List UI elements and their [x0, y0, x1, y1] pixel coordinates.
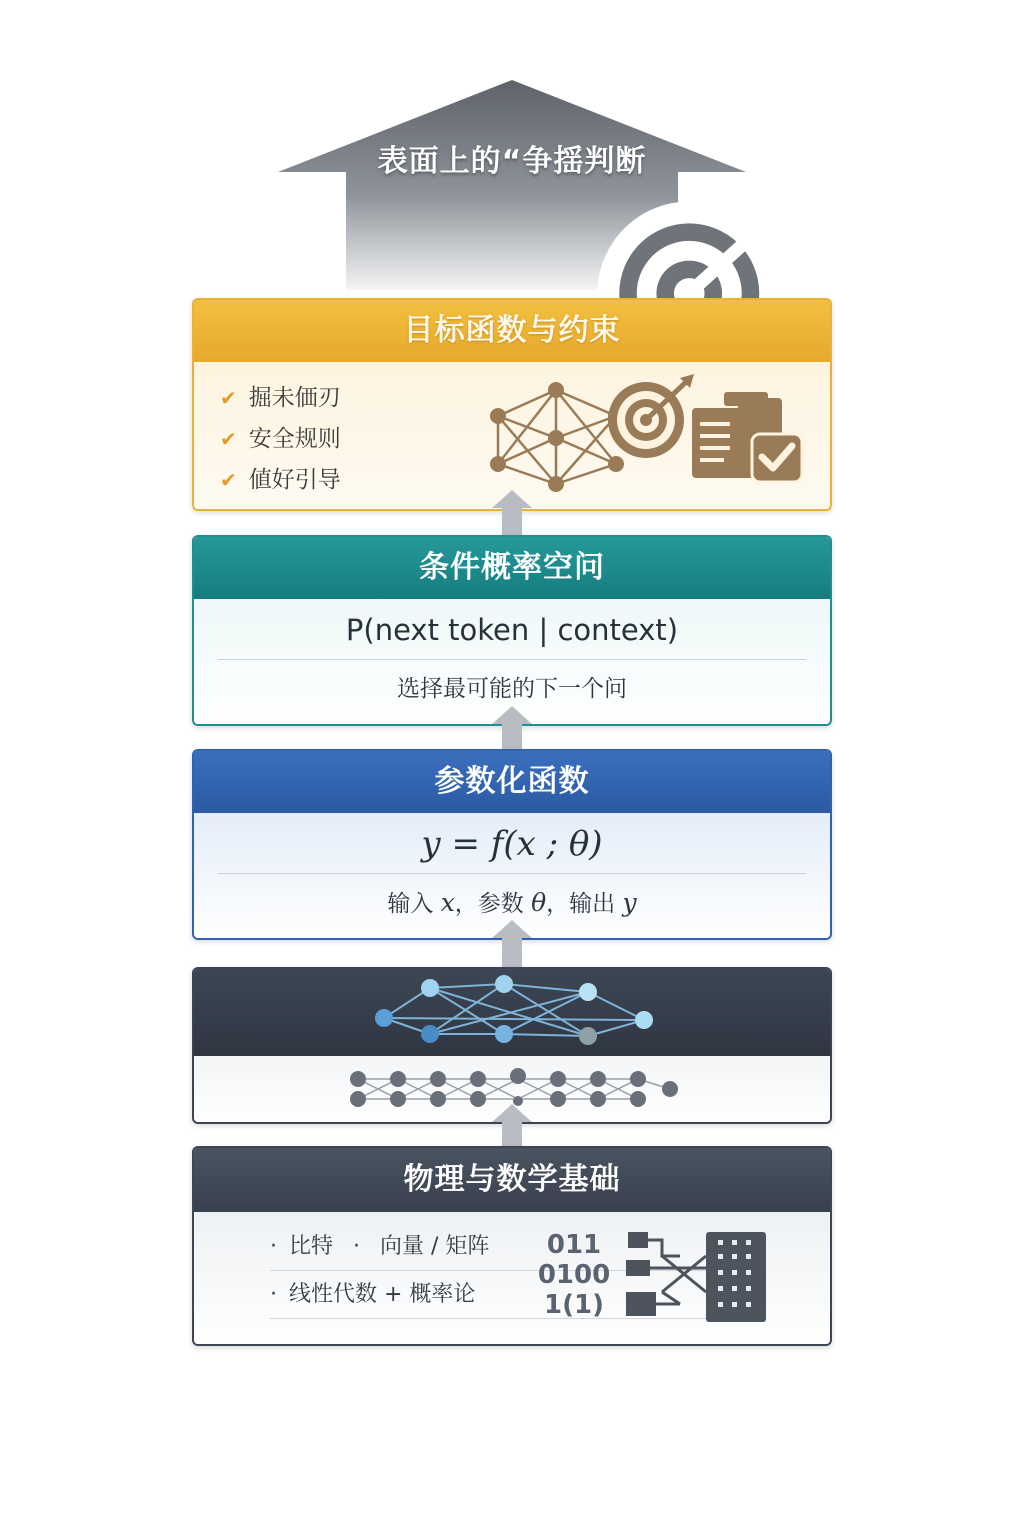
- objective-body: [194, 362, 830, 511]
- var-x: x: [440, 888, 455, 917]
- caption-output: ，输出: [546, 891, 616, 917]
- objective-item-label: 掘未価刃: [248, 385, 341, 411]
- check-icon: ✔: [220, 427, 237, 451]
- network-top: [194, 969, 830, 1056]
- objective-title: 目标函数与约束: [194, 300, 830, 362]
- conditional-caption: 选择最可能的下一个问: [397, 676, 627, 702]
- network-panel: [192, 967, 832, 1124]
- neural-network-icon: [364, 975, 664, 1051]
- objective-panel: [192, 298, 832, 511]
- caption-param: ，参数: [454, 891, 524, 917]
- objective-item: [220, 419, 341, 460]
- objective-item-label: 安全规则: [248, 426, 341, 452]
- bullet: ·: [353, 1234, 361, 1259]
- goal-target-icon: [606, 372, 698, 462]
- connector-arrow: [492, 920, 532, 970]
- objective-item-label: 値好引导: [248, 467, 341, 493]
- conditional-panel: [192, 535, 832, 726]
- foundation-body: [194, 1212, 830, 1344]
- var-theta: θ: [531, 888, 547, 917]
- connector-arrow: [492, 490, 532, 538]
- binary-line: 011: [546, 1230, 602, 1260]
- connector-arrow: [492, 706, 532, 752]
- caption-input: 输入: [387, 891, 434, 917]
- bits-label: 比特: [289, 1234, 334, 1259]
- parametric-panel: [192, 749, 832, 940]
- binary-line: 0100: [537, 1260, 611, 1290]
- check-icon: ✔: [220, 386, 237, 410]
- objective-item: [220, 378, 341, 419]
- connector-arrow: [492, 1104, 532, 1148]
- binary-line: 1(1): [544, 1290, 604, 1320]
- chip-circuit-icon: [622, 1230, 768, 1324]
- conditional-title: 条件概率空问: [194, 537, 830, 599]
- parametric-title: 参数化函数: [194, 751, 830, 813]
- check-icon: ✔: [220, 468, 237, 492]
- foundation-title: 物理与数学基础: [194, 1148, 830, 1212]
- top-output-arrow: [278, 80, 746, 290]
- foundation-panel: [192, 1146, 832, 1346]
- document-check-icon: [690, 390, 806, 486]
- var-y: y: [622, 888, 637, 917]
- conditional-formula: P(next token | context): [345, 613, 679, 647]
- algebra-probability-label: 线性代数 + 概率论: [289, 1282, 476, 1307]
- vector-matrix-label: 向量 / 矩阵: [380, 1234, 490, 1259]
- bullet: ·: [270, 1282, 277, 1307]
- objective-item: [220, 460, 341, 501]
- binary-digits: [534, 1230, 614, 1320]
- bullet: ·: [270, 1234, 277, 1259]
- objective-list: [220, 378, 341, 501]
- top-arrow-title: 表面上的“争揺判断: [377, 144, 647, 179]
- parametric-formula: y = f(x ; θ): [421, 824, 603, 864]
